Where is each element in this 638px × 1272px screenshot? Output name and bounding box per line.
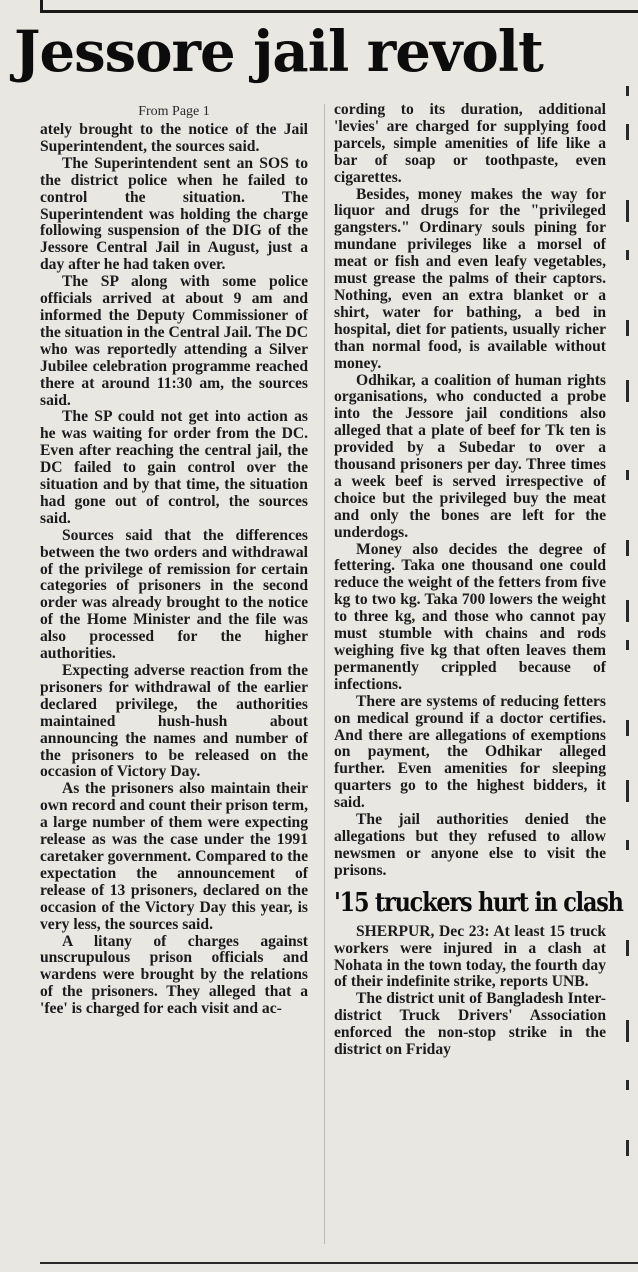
edge-fragment <box>626 540 629 556</box>
edge-fragment <box>626 600 629 622</box>
paragraph: Besides, money makes the way for liquor and drugs for the "privileged gangsters." Ordinary souls pining for mundane privileges like a morsel of meat or fish and even leafy vegetables, must grease the palms of their captors. Nothing, even an extra blanket or a shirt, water for bathing, a bed in hospital, diet for patients, usually richer than normal food, is available without money. <box>334 185 606 372</box>
edge-fragment <box>626 940 629 956</box>
edge-fragment <box>626 200 629 222</box>
edge-fragment <box>626 86 629 96</box>
edge-fragment <box>626 1080 629 1090</box>
paragraph: A litany of charges against unscrupulous prison officials and wardens were brought by the relations of the prisoners. They alleged that a 'fee' is charged for each visit and ac- <box>40 932 308 1018</box>
edge-fragment <box>626 1140 629 1156</box>
paragraph: There are systems of reducing fetters on medical ground if a doctor certifies. And there are allegations of exemptions on payment, the Odhikar alleged further. Even amenities for sleeping quarters go to the highest bidders, it said. <box>334 692 606 812</box>
edge-fragment <box>626 124 629 140</box>
adjacent-column-edge <box>622 80 638 1180</box>
edge-fragment <box>626 780 629 802</box>
left-column <box>40 102 308 1018</box>
paragraph: The SP along with some police officials arrived at about 9 am and informed the Deputy Commissioner of the situation in the Central Jail. The DC who was reportedly attending a Silver Jubilee celebration programme reached there at around 11:30 am, the sources said. <box>40 273 308 409</box>
continued-from-label: From Page 1 <box>138 104 210 119</box>
edge-fragment <box>626 250 629 260</box>
edge-fragment <box>626 640 629 650</box>
headline: Jessore jail revolt <box>14 19 543 85</box>
edge-fragment <box>626 380 629 402</box>
edge-fragment <box>626 1020 629 1042</box>
edge-fragment <box>626 470 629 480</box>
paragraph: As the prisoners also maintain their own record and count their prison term, a large number of them were expecting release as was the case under the 1991 caretaker government. Compared to the expectation the announcement of release of 13 prisoners, declared on the occasion of the Victory Day this year, is very less, the sources said. <box>40 780 308 933</box>
paragraph: Money also decides the degree of fettering. Taka one thousand one could reduce the weight of the fetters from five kg to two kg. Taka 700 lowers the weight to three kg, and those who cannot pay must stumble with chains and rods weighing five kg that often leaves them permanently crippled because of infections. <box>334 540 606 693</box>
paragraph: Expecting adverse reaction from the prisoners for withdrawal of the earlier declared privilege, the authorities maintained hush-hush about announcing the names and number of the prisoners to be released on the occasion of Victory Day. <box>40 662 308 781</box>
column-rule <box>324 104 325 1244</box>
edge-fragment <box>626 840 629 850</box>
right-column <box>334 101 623 1059</box>
second-story-paragraph: SHERPUR, Dec 23: At least 15 truck workers were injured in a clash at Nohata in the town today, the fourth day of their indefinite strike, reports UNB. <box>334 922 606 991</box>
second-story-headline: '15 truckers hurt in clash <box>334 887 623 918</box>
paragraph: ately brought to the notice of the Jail Superintendent, the sources said. <box>40 121 308 155</box>
edge-fragment <box>626 720 629 736</box>
top-border <box>40 0 638 13</box>
second-story-paragraph: The district unit of Bangladesh Inter-district Truck Drivers' Association enforced the non-stop strike in the district on Friday <box>334 990 606 1059</box>
paragraph: Odhikar, a coalition of human rights organisations, who conducted a probe into the Jessore jail conditions also alleged that a plate of beef for Tk ten is provided by a Subedar to over a thousand prisoners per day. Three times a week beef is served irrespective of choice but the privileged buy the meat and only the bones are left for the underdogs. <box>334 371 606 541</box>
paragraph: The Superintendent sent an SOS to the district police when he failed to control the situation. The Superintendent was holding the charge following suspension of the DIG of the Jessore Central Jail in August, just a day after he had taken over. <box>40 154 308 274</box>
paragraph: cording to its duration, additional 'levies' are charged for supplying food parcels, simple amenities of life like a bar of soap or toothpaste, even cigarettes. <box>334 101 606 186</box>
paragraph: The jail authorities denied the allegations but they refused to allow newsmen or anyone else to visit the prisons. <box>334 811 606 879</box>
paragraph: Sources said that the differences between the two orders and withdrawal of the privilege of remission for certain categories of prisoners in the second order was already brought to the notice of the Home Minister and the file was also processed for the higher authorities. <box>40 526 308 663</box>
bottom-border <box>40 1262 638 1264</box>
paragraph: The SP could not get into action as he was waiting for order from the DC. Even after reaching the central jail, the DC failed to gain control over the situation and by that time, the situation had gone out of control, the sources said. <box>40 408 308 527</box>
edge-fragment <box>626 320 629 336</box>
